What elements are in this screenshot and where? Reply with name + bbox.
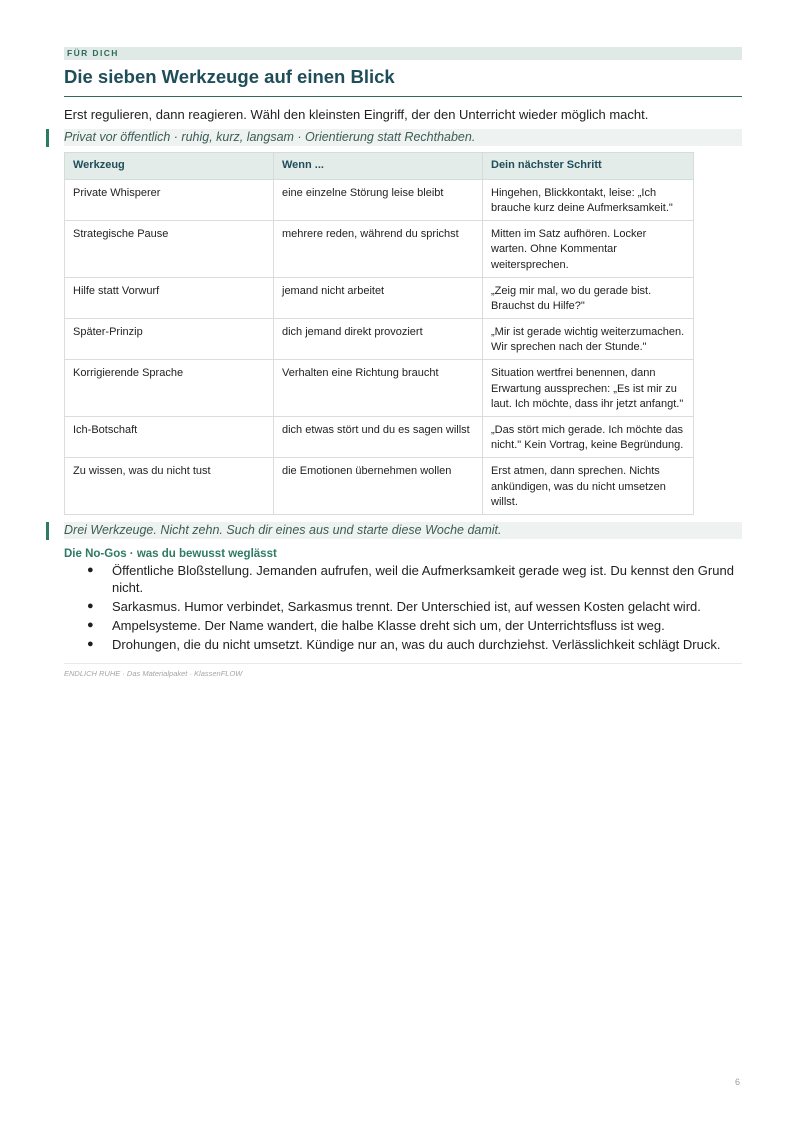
table-cell: Private Whisperer <box>65 179 274 220</box>
table-row <box>65 179 694 220</box>
callout-bottom-text: Drei Werkzeuge. Nicht zehn. Such dir eines aus und starte diese Woche damit. <box>64 522 502 537</box>
callout-accent-bar <box>46 129 49 147</box>
list-item <box>64 562 742 596</box>
callout-bottom <box>64 522 742 539</box>
table-row <box>65 457 694 514</box>
list-item <box>64 617 742 634</box>
list-item <box>64 636 742 653</box>
table-header-row <box>65 153 694 180</box>
section-kicker: FÜR DICH <box>64 47 742 60</box>
table-cell: Korrigierende Sprache <box>65 359 274 416</box>
table-cell: jemand nicht arbeitet <box>274 277 483 318</box>
table-cell: Strategische Pause <box>65 220 274 277</box>
table-cell: Später-Prinzip <box>65 318 274 359</box>
table-cell: mehrere reden, während du sprichst <box>274 220 483 277</box>
tools-table <box>64 152 694 515</box>
page-number: 6 <box>734 1077 740 1087</box>
list-item-text: Drohungen, die du nicht umsetzt. Kündige nur an, was du auch durchziehst. Verlässlichkeit schlägt Druck. <box>112 636 721 652</box>
table-cell: eine einzelne Störung leise bleibt <box>274 179 483 220</box>
table-cell: Erst atmen, dann sprechen. Nichts ankündigen, was du nicht umsetzen willst. <box>483 457 694 514</box>
page-content <box>64 47 742 678</box>
bullet-icon: ● <box>87 599 94 612</box>
bullet-icon: ● <box>87 618 94 631</box>
nogos-heading: Die No-Gos · was du bewusst weglässt <box>64 547 277 560</box>
table-row <box>65 220 694 277</box>
intro-text: Erst regulieren, dann reagieren. Wähl den kleinsten Eingriff, der den Unterricht wieder möglich macht. <box>64 107 649 122</box>
table-cell: Hilfe statt Vorwurf <box>65 277 274 318</box>
table-row <box>65 277 694 318</box>
page-footer: ENDLICH RUHE · Das Materialpaket · KlassenFLOW <box>64 668 243 678</box>
table-cell: Situation wertfrei benennen, dann Erwartung aussprechen: „Es ist mir zu laut. Ich möchte, dass ihr jetzt anfangt." <box>483 359 694 416</box>
table-cell: „Das stört mich gerade. Ich möchte das nicht." Kein Vortrag, keine Begründung. <box>483 416 694 457</box>
table-cell: die Emotionen übernehmen wollen <box>274 457 483 514</box>
table-cell: dich jemand direkt provoziert <box>274 318 483 359</box>
table-cell: Zu wissen, was du nicht tust <box>65 457 274 514</box>
list-item-text: Sarkasmus. Humor verbindet, Sarkasmus trennt. Der Unterschied ist, auf wessen Kosten gelacht wird. <box>112 598 701 614</box>
table-row <box>65 359 694 416</box>
column-header-schritt: Dein nächster Schritt <box>483 153 694 180</box>
bullet-icon: ● <box>87 637 94 650</box>
list-item <box>64 598 742 615</box>
list-item-text: Öffentliche Bloßstellung. Jemanden aufrufen, weil die Aufmerksamkeit gerade weg ist. Du kennst den Grund nicht. <box>112 562 734 595</box>
table-cell: „Mir ist gerade wichtig weiterzumachen. Wir sprechen nach der Stunde." <box>483 318 694 359</box>
list-item-text: Ampelsysteme. Der Name wandert, die halbe Klasse dreht sich um, der Unterrichtsfluss ist weg. <box>112 617 665 633</box>
callout-top <box>64 129 742 146</box>
column-header-wenn: Wenn ... <box>274 153 483 180</box>
table-cell: Ich-Botschaft <box>65 416 274 457</box>
page-title: Die sieben Werkzeuge auf einen Blick <box>64 66 742 97</box>
table-cell: Verhalten eine Richtung braucht <box>274 359 483 416</box>
nogos-list <box>64 562 742 653</box>
callout-accent-bar <box>46 522 49 540</box>
table-row <box>65 318 694 359</box>
table-cell: Hingehen, Blickkontakt, leise: „Ich brauche kurz deine Aufmerksamkeit." <box>483 179 694 220</box>
table-cell: Mitten im Satz aufhören. Locker warten. Ohne Kommentar weitersprechen. <box>483 220 694 277</box>
table-cell: „Zeig mir mal, wo du gerade bist. Brauchst du Hilfe?" <box>483 277 694 318</box>
table-cell: dich etwas stört und du es sagen willst <box>274 416 483 457</box>
footer-divider <box>64 663 742 664</box>
bullet-icon: ● <box>87 563 94 576</box>
callout-top-text: Privat vor öffentlich · ruhig, kurz, langsam · Orientierung statt Rechthaben. <box>64 130 476 144</box>
column-header-werkzeug: Werkzeug <box>65 153 274 180</box>
table-row <box>65 416 694 457</box>
